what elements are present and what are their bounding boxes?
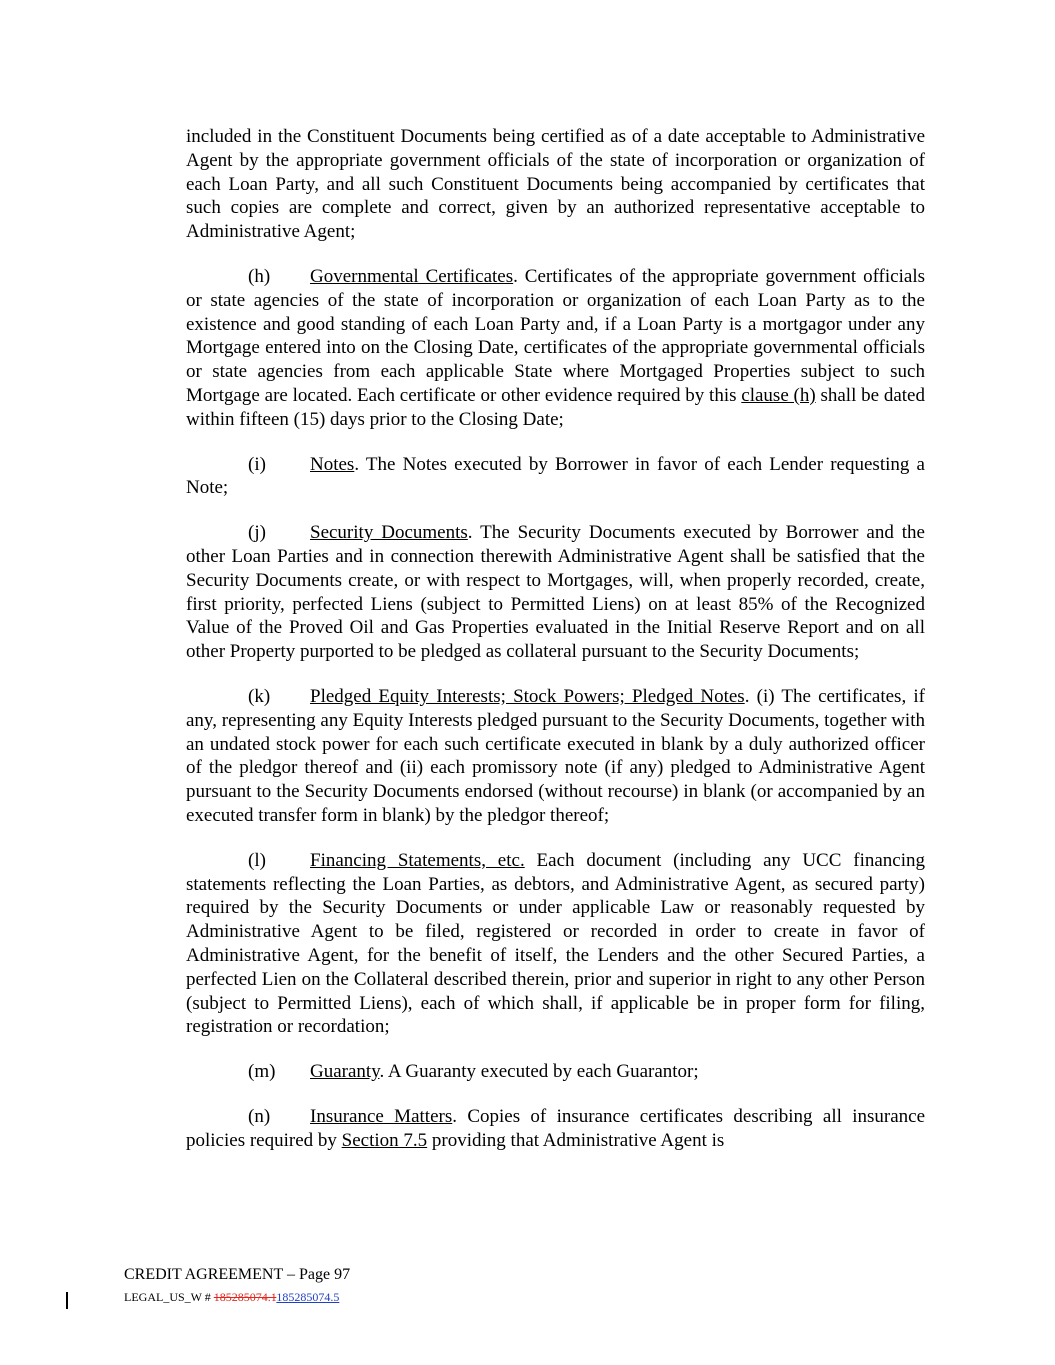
paragraph-k bbox=[186, 685, 925, 828]
clause-marker: (m) bbox=[248, 1061, 276, 1083]
clause-heading: Financing Statements, etc. bbox=[310, 849, 525, 871]
paragraph-text: . (i) The certificates, if any, representing any Equity Interests pledged pursuant to the Security Documents, together with an undated stock power for each such certificate executed in blank by a duly authorized officer of the pledgor thereof and (ii) each promissory note (if any) pledged to Administrative Agent pursuant to the Security Documents endorsed (without recourse) in blank (or accompanied by an executed transfer form in blank) by the pledgor thereof; bbox=[186, 685, 925, 826]
clause-heading: Governmental Certificates bbox=[310, 265, 514, 287]
clause-marker: (i) bbox=[248, 453, 266, 475]
paragraph-text: shall be dated within fifteen (15) days prior to the Closing Date; bbox=[186, 384, 925, 430]
paragraph-m bbox=[186, 1060, 925, 1084]
document-id-prefix: LEGAL_US_W # bbox=[124, 1290, 214, 1304]
paragraph-n bbox=[186, 1105, 925, 1153]
paragraph-text: . The Notes executed by Borrower in favor of each Lender requesting a Note; bbox=[186, 453, 925, 499]
revision-change-bar bbox=[66, 1292, 68, 1309]
clause-marker: (j) bbox=[248, 522, 266, 544]
clause-heading: Insurance Matters bbox=[310, 1105, 453, 1127]
clause-heading: Security Documents bbox=[310, 522, 468, 544]
paragraph-text: included in the Constituent Documents being certified as of a date acceptable to Administrative Agent by the appropriate government officials of the state of incorporation or organization of each Loan Party, and all such Constituent Documents being accompanied by certificates that such copies are complete and correct, given by an authorized representative acceptable to Administrative Agent; bbox=[186, 126, 925, 243]
clause-marker: (k) bbox=[248, 685, 271, 707]
paragraph-text: . Copies of insurance certificates describing all insurance policies required by bbox=[186, 1105, 926, 1151]
clause-heading: Guaranty bbox=[310, 1061, 380, 1083]
document-id bbox=[124, 1289, 350, 1305]
clause-heading: Pledged Equity Interests; Stock Powers; Pledged Notes bbox=[310, 685, 745, 707]
document-body bbox=[186, 125, 925, 1152]
paragraph-i bbox=[186, 453, 925, 501]
inserted-document-number: 185285074.5 bbox=[276, 1290, 340, 1304]
paragraph-j bbox=[186, 521, 925, 664]
paragraph-text: Each document (including any UCC financing statements reflecting the Loan Parties, as debtors, and Administrative Agent, as secured party) required by the Security Documents or under applicable Law or reasonably requested by Administrative Agent to be filed, registered or recorded in order to create in favor of Administrative Agent, for the benefit of itself, the Lenders and the other Secured Parties, a perfected Lien on the Collateral described therein, prior and superior in right to any other Person (subject to Permitted Liens), each of which shall, if applicable be in proper form for filing, registration or recordation; bbox=[186, 849, 925, 1038]
footer-title: CREDIT AGREEMENT – Page 97 bbox=[124, 1266, 351, 1283]
paragraph-g-continued bbox=[186, 125, 925, 244]
clause-marker: (h) bbox=[248, 265, 271, 287]
paragraph-h bbox=[186, 265, 925, 432]
deleted-document-number: 185285074.1 bbox=[213, 1290, 277, 1304]
paragraph-text: . A Guaranty executed by each Guarantor; bbox=[379, 1061, 699, 1083]
cross-reference: Section 7.5 bbox=[341, 1129, 428, 1151]
paragraph-text: . Certificates of the appropriate government officials or state agencies of the state of incorporation or organization of each Loan Party as to the existence and good standing of each Loan Party and, if a Loan Party is a mortgagor under any Mortgage entered into on the Closing Date, certificates of the appropriate governmental officials or state agencies from each applicable State where Mortgaged Properties subject to such Mortgage are located. Each certificate or other evidence required by this bbox=[186, 265, 925, 406]
paragraph-l bbox=[186, 849, 925, 1039]
clause-marker: (n) bbox=[248, 1105, 271, 1127]
paragraph-text: providing that Administrative Agent is bbox=[427, 1129, 725, 1151]
page-footer bbox=[124, 1265, 350, 1305]
cross-reference: clause (h) bbox=[741, 384, 816, 406]
clause-heading: Notes bbox=[310, 453, 355, 475]
paragraph-text: . The Security Documents executed by Borrower and the other Loan Parties and in connection therewith Administrative Agent shall be satisfied that the Security Documents create, or with respect to Mortgages, will, when properly recorded, create, first priority, perfected Liens (subject to Permitted Liens) on at least 85% of the Recognized Value of the Proved Oil and Gas Properties evaluated in the Initial Reserve Report and on all other Property purported to be pledged as collateral pursuant to the Security Documents; bbox=[186, 522, 925, 663]
clause-marker: (l) bbox=[248, 849, 266, 871]
